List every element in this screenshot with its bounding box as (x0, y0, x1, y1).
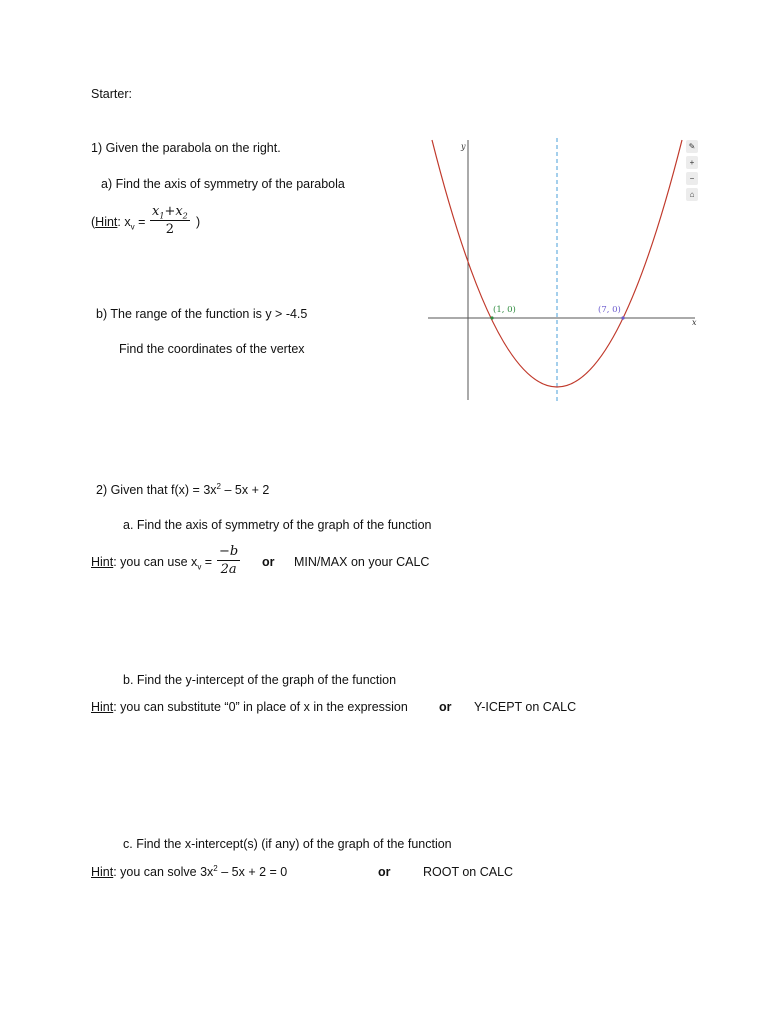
wrench-icon[interactable]: ✎ (686, 140, 698, 153)
hint-close-paren: ) (196, 215, 201, 229)
starter-heading: Starter: (91, 87, 132, 101)
hint-word: Hint (91, 700, 114, 714)
calc-hint-b: Y-ICEPT on CALC (474, 700, 577, 714)
q2-part-c: c. Find the x-intercept(s) (if any) of the graph of the function (123, 837, 452, 851)
point-label-1: (1, 0) (493, 305, 516, 315)
q1-part-a: a) Find the axis of symmetry of the parabola (101, 177, 345, 191)
hint-text: : x (117, 215, 131, 229)
intercept-point-1 (490, 316, 493, 319)
x-axis-label: x (692, 318, 697, 327)
q2-part-b: b. Find the y-intercept of the graph of the function (123, 673, 397, 687)
fraction-numerator: $x_1+x_2$ (152, 204, 188, 221)
q1-intro: 1) Given the parabola on the right. (91, 141, 281, 155)
y-axis-label: y (461, 142, 466, 151)
q2-hint-c: Hint: you can solve $3x^2 - 5x + 2 = 0$ (91, 863, 288, 879)
hint-word: Hint (91, 555, 114, 569)
minus-icon[interactable]: − (686, 172, 698, 185)
graph-canvas (425, 135, 705, 410)
fraction-numerator: −b (219, 544, 239, 559)
hint-equals: = (134, 215, 146, 229)
or-label-a: or (262, 555, 275, 569)
hint-open-paren: ( (91, 215, 96, 229)
q1-part-b: b) The range of the function is y > -4.5 (96, 307, 308, 321)
q2-hint-a: Hint: you can use $x_v$ = (91, 555, 213, 572)
q2-part-a: a. Find the axis of symmetry of the graph of the function (123, 518, 432, 532)
hint-word: Hint (91, 865, 114, 879)
home-icon[interactable]: ⌂ (686, 188, 698, 201)
q1-part-b-task: Find the coordinates of the vertex (119, 342, 305, 356)
midpoint-fraction (150, 204, 190, 237)
fraction-denominator: 2 (165, 222, 175, 237)
or-label-b: or (439, 700, 452, 714)
fraction-bar (217, 560, 240, 561)
q2-intro: 2) Given that $f(x) = 3x^2 - 5x + 2$ (96, 481, 270, 497)
plus-icon[interactable]: + (686, 156, 698, 169)
point-label-2: (7, 0) (598, 305, 621, 315)
fraction-denominator: 2a (220, 562, 237, 577)
hint-subscript: v (130, 222, 135, 232)
vertex-formula-fraction (217, 544, 240, 577)
parabola-graph[interactable] (425, 135, 705, 410)
intercept-point-2 (621, 316, 624, 319)
calc-hint-a: MIN/MAX on your CALC (294, 555, 430, 569)
q1-hint (91, 214, 145, 230)
or-label-c: or (378, 865, 391, 879)
q2-hint-b: Hint: you can substitute “0” in place of x in the expression (91, 700, 408, 714)
hint-word: Hint (95, 215, 118, 229)
calc-hint-c: ROOT on CALC (423, 865, 514, 879)
